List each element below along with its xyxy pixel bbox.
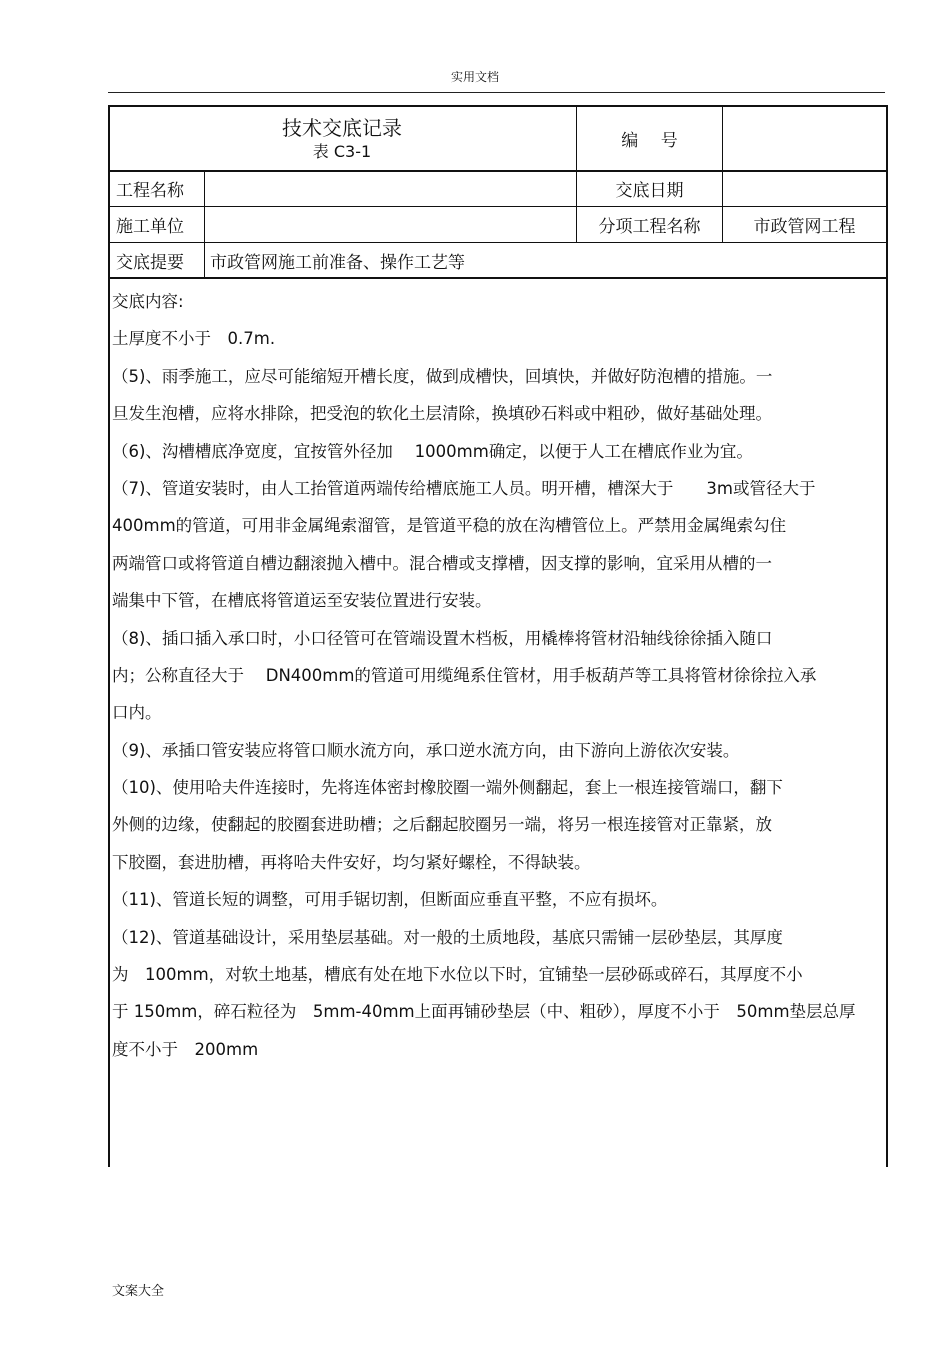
project-name-value: [210, 171, 576, 206]
table-row-divider: [108, 277, 888, 279]
content-line: （8)、插口插入承口时，小口径管可在管端设置木档板，用橇棒将管材沿轴线徐徐插入随口: [112, 628, 773, 648]
content-line: 口内。: [112, 703, 162, 723]
content-line: 于 150mm，碎石粒径为 5mm-40mm上面再铺砂垫层（中、粗砂），厚度不小于 50mm垫层总厚: [112, 1002, 856, 1022]
content-line: （5)、雨季施工，应尽可能缩短开槽长度，做到成槽快，回填快，并做好防泡槽的措施。一: [112, 366, 773, 386]
disclosure-content: [112, 283, 882, 1068]
number-value: [723, 107, 886, 170]
page-header: 实用文档: [450, 70, 499, 84]
content-line: （12)、管道基础设计，采用垫层基础。对一般的土质地段，基底只需铺一层砂垫层，其厚度: [112, 927, 783, 947]
content-line: （9)、承插口管安装应将管口顺水流方向，承口逆水流方向，由下游向上游依次安装。: [112, 740, 740, 760]
content-line: 400mm的管道，可用非金属绳索溜管，是管道平稳的放在沟槽管位上。严禁用金属绳索勾住: [112, 516, 787, 536]
construction-unit-label: 施工单位: [116, 217, 184, 237]
content-line: （11)、管道长短的调整，可用手锯切割，但断面应垂直平整，不应有损坏。: [112, 890, 668, 910]
summary-value: 市政管网施工前准备、操作工艺等: [210, 252, 465, 273]
summary-label: 交底提要: [116, 252, 184, 273]
content-line: 两端管口或将管道自槽边翻滚抛入槽中。混合槽或支撑槽，因支撑的影响，宜采用从槽的一: [112, 553, 772, 573]
construction-unit-value: [210, 207, 576, 242]
disclosure-record-table: [108, 105, 888, 1167]
table-code: 表 C3-1: [312, 141, 372, 161]
date-value: [723, 171, 886, 206]
table-right-border: [886, 105, 888, 1167]
page-footer: 文案大全: [112, 1284, 165, 1299]
document-title: 技术交底记录: [282, 115, 402, 140]
content-line: （10)、使用哈夫件连接时，先将连体密封橡胶圈一端外侧翻起，套上一根连接管端口，翻下: [112, 778, 783, 798]
subproject-name-value: 市政管网工程: [753, 217, 856, 237]
content-line: 内；公称直径大于 DN400mm的管道可用缆绳系住管材，用手板葫芦等工具将管材徐徐拉入承: [112, 665, 817, 685]
table-left-border: [108, 105, 110, 1167]
date-label: 交底日期: [615, 181, 684, 201]
content-label: 交底内容:: [112, 292, 184, 311]
table-col-divider: [204, 170, 205, 277]
content-line: 旦发生泡槽，应将水排除，把受泡的软化土层清除，换填砂石料或中粗砂，做好基础处理。: [112, 404, 772, 424]
content-line: （7)、管道安装时，由人工抬管道两端传给槽底施工人员。明开槽，槽深大于 3m或管径大于: [112, 478, 816, 498]
number-label: 编 号: [621, 131, 678, 151]
content-line: （6)、沟槽槽底净宽度，宜按管外径加 1000mm确定，以便于人工在槽底作业为宜。: [112, 441, 753, 461]
subproject-name-label: 分项工程名称: [598, 217, 701, 237]
content-line: 下胶圈，套进肋槽，再将哈夫件安好，均匀紧好螺栓，不得缺装。: [112, 852, 591, 872]
project-name-label: 工程名称: [116, 181, 184, 201]
content-line: 为 100mm，对软土地基，槽底有处在地下水位以下时，宜铺垫一层砂砾或碎石，其厚度不小: [112, 965, 803, 985]
header-divider: [108, 92, 885, 93]
content-line: 度不小于 200mm: [112, 1039, 259, 1059]
content-line: 端集中下管，在槽底将管道运至安装位置进行安装。: [112, 591, 492, 611]
title-block: [108, 107, 576, 170]
content-line: 外侧的边缘，使翻起的胶圈套进助槽；之后翻起胶圈另一端，将另一根连接管对正靠紧，放: [112, 815, 772, 835]
content-line: 土厚度不小于 0.7m.: [112, 329, 276, 349]
